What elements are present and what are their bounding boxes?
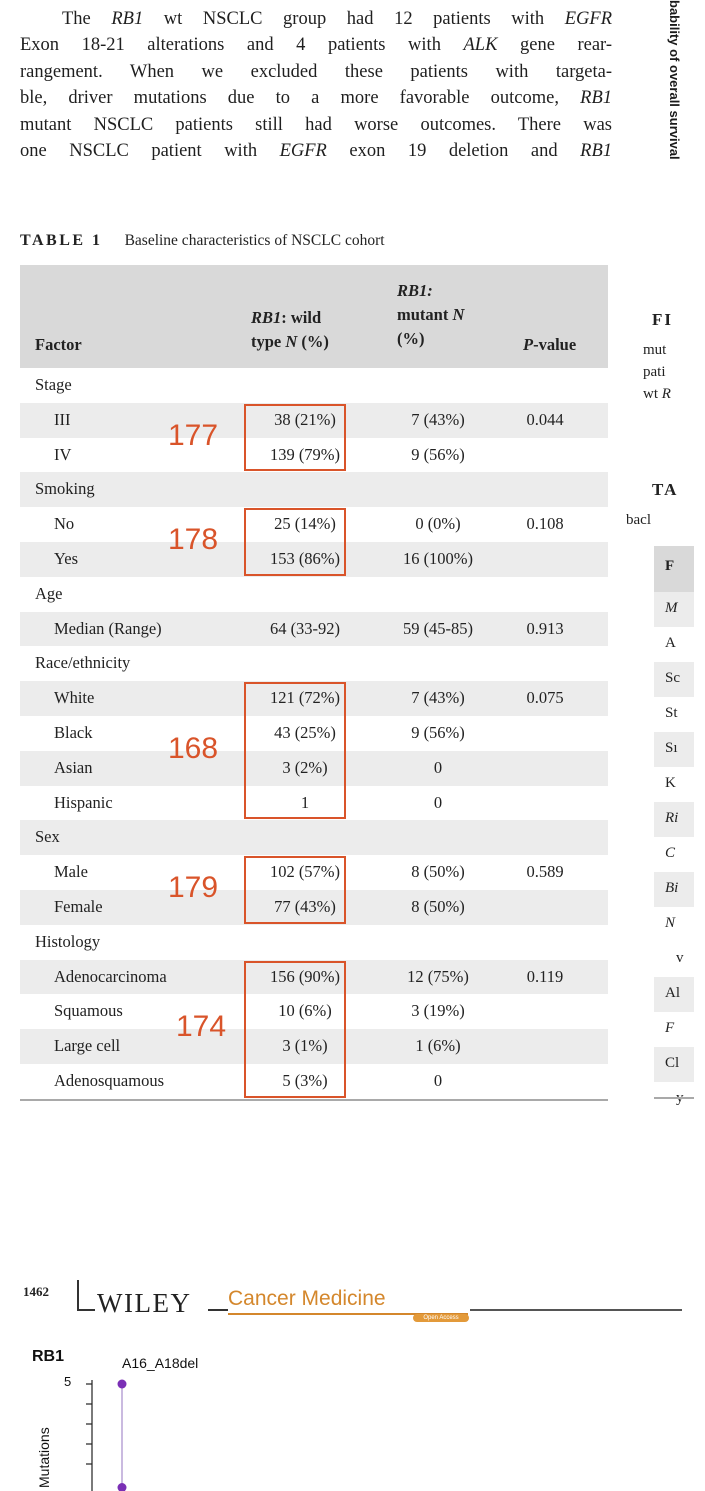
adjacent-row-text: A: [665, 635, 676, 651]
footer-rule-left: [77, 1309, 95, 1311]
cell-factor: Adenocarcinoma: [54, 966, 167, 986]
cell-wild-type: 121 (72%): [269, 688, 341, 708]
adjacent-fig-line-2: pati: [643, 364, 666, 380]
cell-mutant: 16 (100%): [402, 548, 474, 568]
figure-axis-label-fragment: [668, 0, 682, 195]
cell-factor: III: [54, 409, 71, 429]
paragraph-segment: EGFR: [279, 141, 327, 162]
table-row: [20, 577, 608, 612]
cell-factor: Adenosquamous: [54, 1070, 164, 1090]
cell-factor: Hispanic: [54, 792, 113, 812]
y-tick-label: 5: [64, 1374, 72, 1389]
adjacent-row-text: St: [665, 705, 678, 721]
cell-mutant: 7 (43%): [411, 688, 465, 708]
paragraph-segment: gene rear-: [497, 35, 612, 56]
table-row: [20, 472, 608, 507]
cell-factor: Black: [54, 722, 93, 742]
annotation-box: [244, 856, 346, 924]
cell-wild-type: 1: [300, 792, 310, 812]
header-mut-pct: (%): [397, 329, 425, 348]
paragraph-segment: RB1: [111, 9, 144, 29]
paragraph-segment: The: [62, 9, 112, 29]
paragraph-segment: Exon 18-21 alterations and 4 patients with: [20, 35, 464, 56]
paragraph-line: [20, 138, 612, 164]
adjacent-row-text: F: [665, 1020, 675, 1036]
table-caption: [20, 232, 385, 250]
table-caption-text: Baseline characteristics of NSCLC cohort: [124, 232, 385, 249]
annotation-box: [244, 961, 346, 1098]
adjacent-row-text: Al: [665, 985, 680, 1001]
cell-pvalue: 0.044: [526, 409, 564, 429]
paragraph-line: [20, 59, 612, 85]
cell-factor: Yes: [54, 548, 79, 568]
paragraph-line: [20, 85, 612, 111]
paragraph-line: [20, 6, 612, 32]
y-axis-title: Mutations: [36, 1427, 52, 1488]
cell-factor: IV: [54, 444, 72, 464]
adjacent-row-text: F: [665, 558, 675, 574]
header-mut-label: mutant: [397, 305, 453, 324]
paragraph-line: [20, 32, 612, 58]
cell-factor: Median (Range): [54, 618, 162, 638]
header-p-letter: P: [523, 335, 534, 354]
lollipop-plot: [0, 1340, 682, 1491]
cell-mutant: 8 (50%): [411, 862, 465, 882]
header-p-suffix: -value: [533, 335, 577, 354]
open-access-badge: Open Access: [413, 1314, 469, 1322]
adjacent-row-text: N: [665, 915, 676, 931]
publisher-logo: WILEY: [97, 1288, 192, 1318]
cell-mutant: 7 (43%): [411, 409, 465, 429]
cell-pvalue: 0.589: [526, 862, 564, 882]
adjacent-fig-line-3-text: wt: [643, 386, 662, 402]
adjacent-table-caption: bacl: [626, 512, 651, 528]
adjacent-row-text: K: [665, 775, 676, 791]
journal-name: Cancer Medicine: [228, 1287, 386, 1310]
cell-mutant: 8 (50%): [411, 896, 465, 916]
adjacent-table-label: TA: [652, 480, 679, 499]
table-row: [20, 646, 608, 681]
cell-factor: Stage: [35, 375, 72, 394]
table-number: TABLE 1: [20, 232, 103, 249]
table-row: [20, 820, 608, 855]
cell-mutant: 9 (56%): [411, 722, 465, 742]
adjacent-figure-label: FI: [652, 310, 673, 329]
cell-factor: Large cell: [54, 1036, 121, 1056]
cell-factor: Female: [54, 896, 103, 916]
paragraph-segment: wt NSCLC group had 12 patients with: [143, 9, 565, 29]
table-row: [20, 612, 608, 647]
paragraph-segment: RB1: [580, 88, 612, 109]
cell-wild-type: 77 (43%): [274, 896, 336, 916]
cell-mutant: 1 (6%): [415, 1036, 461, 1056]
cell-pvalue: 0.108: [526, 514, 564, 534]
header-wt-n: N: [285, 332, 298, 351]
adjacent-fig-line-1: mut: [643, 342, 667, 358]
annotation-count: 179: [168, 871, 219, 904]
table-header: [20, 265, 608, 368]
cell-wild-type: 38 (21%): [274, 409, 336, 429]
lollipop-point: [118, 1380, 127, 1389]
cell-factor: No: [54, 514, 75, 534]
annotation-box: [244, 682, 346, 819]
adjacent-fig-line-3-italic: R: [661, 386, 671, 402]
cell-wild-type: 153 (86%): [269, 548, 341, 568]
table-row: [20, 368, 608, 403]
paragraph-segment: one NSCLC patient with: [20, 141, 280, 162]
cell-wild-type: 5 (3%): [282, 1070, 328, 1090]
gene-label: RB1: [32, 1348, 65, 1365]
cell-wild-type: 3 (1%): [282, 1036, 328, 1056]
body-paragraph: [20, 6, 612, 164]
cell-wild-type: 64 (33-92): [269, 618, 341, 638]
cell-mutant: 59 (45-85): [402, 618, 474, 638]
annotation-count: 168: [168, 731, 219, 765]
lollipop-svg: [0, 1340, 682, 1491]
paragraph-segment: exon 19 deletion and: [326, 141, 581, 162]
footer-rule-right: [470, 1309, 682, 1311]
lollipop-point: [118, 1483, 127, 1491]
header-factor: Factor: [35, 335, 82, 354]
adjacent-row-text: Cl: [665, 1055, 680, 1071]
header-mut-gene: RB1:: [397, 281, 433, 300]
footer-vertical-rule: [77, 1280, 79, 1310]
cell-factor: Sex: [35, 827, 60, 847]
adjacent-row-text: Bi: [665, 880, 679, 896]
table-row: [20, 925, 608, 960]
adjacent-row-text: Sı: [665, 740, 678, 756]
cell-factor: Age: [35, 583, 63, 603]
header-wild-type: [251, 306, 329, 354]
cell-mutant: 9 (56%): [411, 444, 465, 464]
paragraph-segment: mutant NSCLC patients still had worse outcomes. There was: [20, 114, 612, 135]
cell-mutant: 12 (75%): [407, 966, 469, 986]
cell-factor: Histology: [35, 931, 101, 951]
footer-rule-dash: [208, 1309, 228, 1311]
adjacent-table-bottom-rule: [654, 1097, 694, 1099]
paragraph-line: [20, 112, 612, 138]
header-pvalue: [523, 333, 576, 357]
cell-wild-type: 25 (14%): [274, 514, 336, 534]
adjacent-row-text: y: [676, 1090, 684, 1106]
annotation-count: 177: [168, 418, 219, 452]
cell-factor: White: [54, 688, 95, 708]
cell-factor: Smoking: [35, 479, 95, 499]
adjacent-fig-line-3: [643, 386, 705, 403]
adjacent-row-text: Ri: [665, 810, 679, 826]
header-wt-type: type: [251, 332, 286, 351]
adjacent-row-text: v: [676, 950, 684, 966]
header-wt-gene: RB1: [251, 308, 282, 327]
page-number: 1462: [23, 1284, 49, 1299]
cell-pvalue: 0.075: [526, 688, 564, 708]
cell-wild-type: 43 (25%): [274, 722, 336, 742]
paragraph-segment: ble, driver mutations due to a more favorable outcome,: [20, 88, 581, 109]
cell-pvalue: 0.119: [526, 966, 564, 986]
cell-mutant: 0 (0%): [415, 514, 461, 534]
paragraph-segment: rangement. When we excluded these patients with targeta-: [20, 61, 612, 82]
cell-mutant: 0: [433, 792, 443, 812]
annotation-box: [244, 404, 346, 472]
adjacent-row-text: C: [665, 845, 676, 861]
cell-factor: Asian: [54, 757, 93, 777]
cell-pvalue: 0.913: [526, 618, 564, 638]
cell-mutant: 0: [433, 1070, 443, 1090]
cell-mutant: 3 (19%): [411, 1001, 465, 1021]
cell-mutant: 0: [433, 757, 443, 777]
page-footer: [0, 1280, 682, 1330]
annotation-box: [244, 508, 346, 576]
cell-factor: Squamous: [54, 1001, 123, 1021]
paragraph-segment: EGFR: [564, 9, 612, 29]
side-axis-text: bability of overall survival: [667, 0, 682, 160]
cell-wild-type: 139 (79%): [269, 444, 341, 464]
paragraph-segment: RB1: [580, 141, 613, 162]
mutation-label: A16_A18del: [122, 1355, 199, 1371]
cell-factor: Race/ethnicity: [35, 653, 131, 673]
annotation-count: 174: [176, 1010, 227, 1044]
adjacent-row-text: Sc: [665, 670, 680, 686]
header-mutant: [397, 279, 464, 351]
header-wt-pct: (%): [297, 332, 329, 351]
cell-wild-type: 156 (90%): [269, 966, 341, 986]
cell-wild-type: 102 (57%): [269, 862, 341, 882]
paragraph-segment: ALK: [463, 35, 498, 56]
annotation-count: 178: [168, 523, 219, 556]
header-mut-n: N: [452, 305, 465, 324]
cell-wild-type: 3 (2%): [282, 757, 328, 777]
adjacent-column-fragment: [620, 260, 684, 1106]
cell-factor: Male: [54, 862, 88, 882]
cell-wild-type: 10 (6%): [278, 1001, 332, 1021]
adjacent-row-text: M: [665, 600, 678, 616]
header-wt-suffix: : wild: [281, 308, 322, 327]
